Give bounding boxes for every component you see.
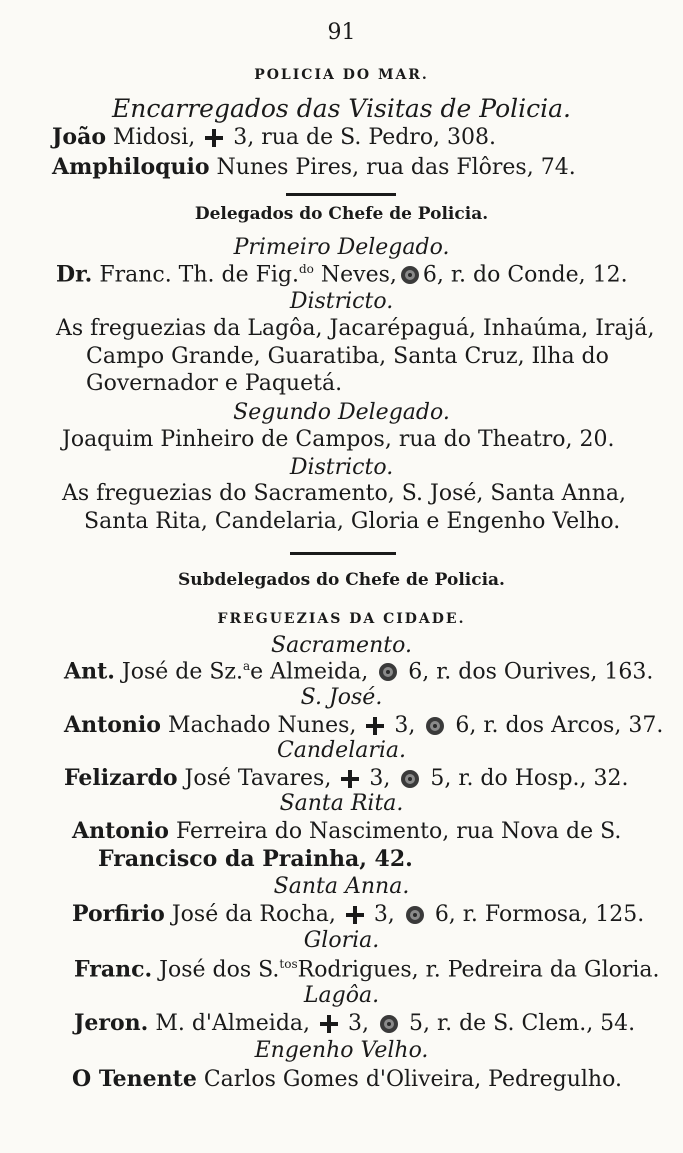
cross-icon (205, 129, 223, 147)
section-title: POLICIA DO MAR. (254, 67, 429, 83)
entry-name: João (52, 124, 107, 150)
medal-icon (379, 1014, 399, 1034)
subdelegado-entry-continued: Francisco da Prainha, 42. (98, 846, 413, 872)
delegados-heading: Delegados do Chefe de Policia. (194, 204, 489, 224)
parish-label: Santa Anna. (273, 874, 410, 899)
medal-icon (400, 265, 420, 285)
subdelegado-entry: Antonio Machado Nunes, 3, 6, r. dos Arcos, 37. (64, 712, 664, 738)
subdelegado-entry: Franc. José dos S.$^{tos}$Rodrigues, r. Pedreira da Gloria. (74, 956, 660, 983)
freguezias-heading: FREGUEZIAS DA CIDADE. (217, 611, 466, 627)
district-line: Santa Rita, Candelaria, Gloria e Engenho Velho. (84, 509, 621, 534)
parish-label: Sacramento. (271, 633, 412, 658)
cross-icon (320, 1015, 338, 1033)
subdelegado-entry: Ant. José de Sz.$^a$e Almeida, 6, r. dos Ourives, 163. (64, 658, 654, 685)
district-line: As freguezias do Sacramento, S. José, Santa Anna, (62, 481, 627, 506)
medal-icon (400, 769, 420, 789)
subdelegado-entry: Felizardo José Tavares, 3, 5, r. do Hosp., 32. (64, 765, 629, 791)
subdelegado-entry: Antonio Ferreira do Nascimento, rua Nova de S. (72, 818, 622, 844)
segundo-delegado-entry: Joaquim Pinheiro de Campos, rua do Theatro, 20. (62, 427, 615, 452)
subdelegado-entry: Jeron. M. d'Almeida, 3, 5, r. de S. Clem., 54. (74, 1010, 636, 1036)
page-number: 91 (327, 20, 356, 45)
section-divider (286, 193, 396, 196)
visit-entry: Amphiloquio Nunes Pires, rua das Flôres, 74. (52, 154, 576, 180)
parish-label: Santa Rita. (279, 791, 404, 816)
cross-icon (366, 717, 384, 735)
cross-icon (341, 770, 359, 788)
district-line: Governador e Paquetá. (86, 371, 343, 396)
district-label: Districto. (289, 455, 394, 480)
medal-icon (425, 716, 445, 736)
district-label: Districto. (289, 289, 394, 314)
subdelegados-heading: Subdelegados do Chefe de Policia. (178, 570, 505, 590)
primeiro-delegado-label: Primeiro Delegado. (233, 235, 450, 260)
visit-entry: João Midosi, 3, rua de S. Pedro, 308. (52, 124, 497, 150)
district-line: Campo Grande, Guaratiba, Santa Cruz, Ilha do (86, 344, 609, 369)
district-line: As freguezias da Lagôa, Jacarépaguá, Inhaúma, Irajá, (56, 316, 655, 341)
cross-icon (346, 906, 364, 924)
parish-label: S. José. (300, 685, 383, 710)
parish-label: Engenho Velho. (254, 1038, 429, 1063)
section-divider (290, 552, 396, 555)
primeiro-delegado-entry: Dr. Franc. Th. de Fig.$^{do}$ Neves, 6, r. do Conde, 12. (56, 261, 628, 288)
medal-icon (378, 662, 398, 682)
subdelegado-entry: O Tenente Carlos Gomes d'Oliveira, Pedregulho. (72, 1066, 622, 1092)
visits-heading: Encarregados das Visitas de Policia. (112, 94, 571, 123)
parish-label: Candelaria. (276, 738, 407, 763)
medal-icon (405, 905, 425, 925)
subdelegado-entry: Porfirio José da Rocha, 3, 6, r. Formosa, 125. (72, 901, 645, 927)
segundo-delegado-label: Segundo Delegado. (233, 400, 450, 425)
parish-label: Gloria. (303, 928, 380, 953)
parish-label: Lagôa. (303, 983, 380, 1008)
entry-name: Amphiloquio (52, 154, 210, 180)
